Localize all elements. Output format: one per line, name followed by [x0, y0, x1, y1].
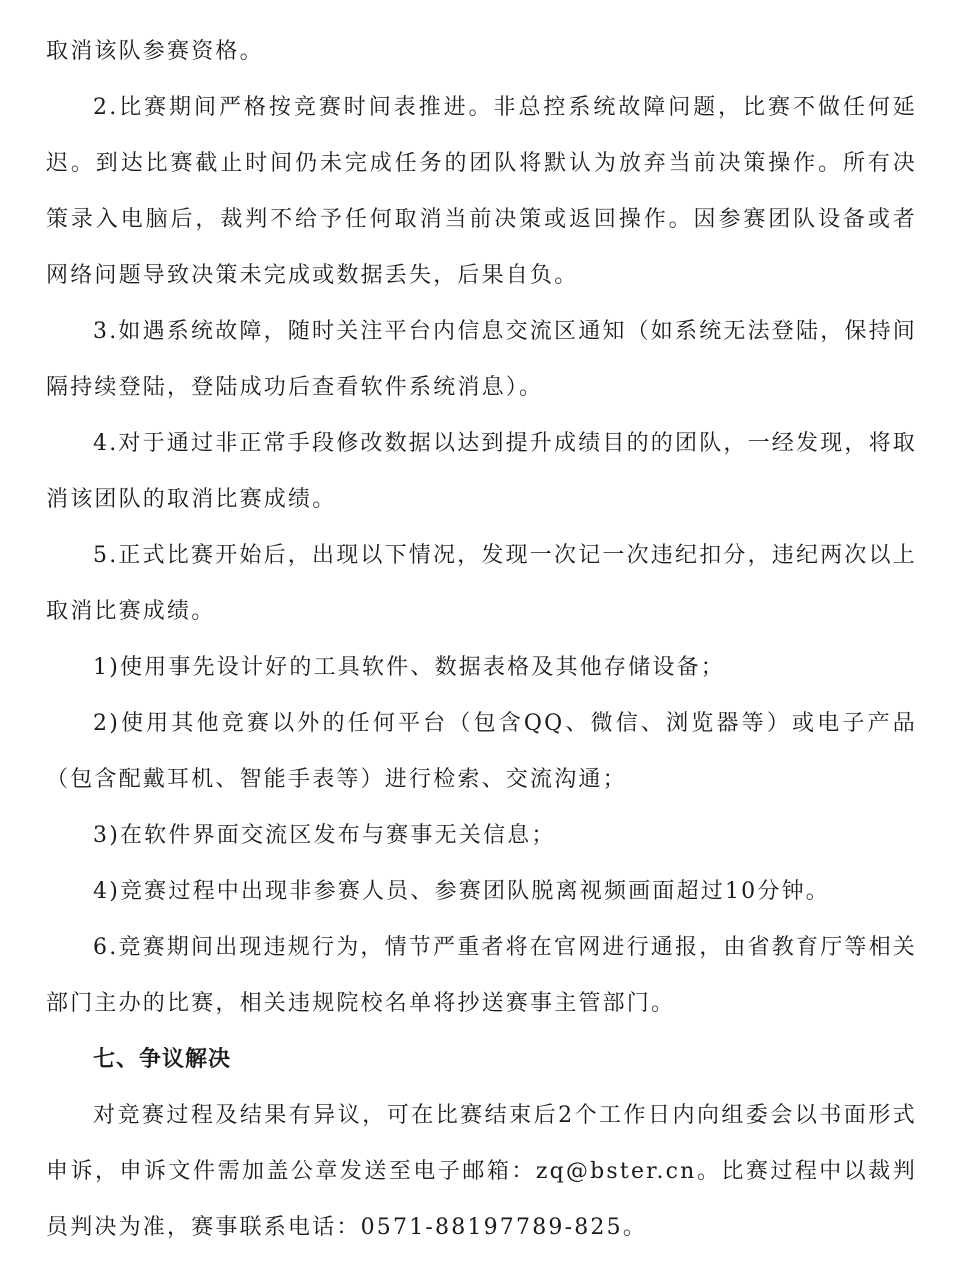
paragraph-rule-3: 3.如遇系统故障，随时关注平台内信息交流区通知（如系统无法登陆，保持间隔持续登陆，登陆成功后查看软件系统消息）。	[46, 319, 917, 400]
section-heading: 七、争议解决	[93, 1047, 232, 1072]
paragraph-dispute-resolution: 对竞赛过程及结果有异议，可在比赛结束后2个工作日内向组委会以书面形式申诉，申诉文件需加盖公章发送至电子邮箱：zq@bster.cn。比赛过程中以裁判员判决为准，赛事联系电话：0571-88197789-825。	[46, 1103, 917, 1240]
paragraph-rule-2: 2.比赛期间严格按竞赛时间表推进。非总控系统故障问题，比赛不做任何延迟。到达比赛截止时间仍未完成任务的团队将默认为放弃当前决策操作。所有决策录入电脑后，裁判不给予任何取消当前决策或返回操作。因参赛团队设备或者网络问题导致决策未完成或数据丢失，后果自负。	[46, 95, 917, 288]
paragraph-rule-5: 5.正式比赛开始后，出现以下情况，发现一次记一次违纪扣分，违纪两次以上取消比赛成绩。	[46, 543, 917, 624]
paragraph-rule-4: 4.对于通过非正常手段修改数据以达到提升成绩目的的团队，一经发现，将取消该团队的取消比赛成绩。	[46, 431, 917, 512]
list-item-5-2: 2)使用其他竞赛以外的任何平台（包含QQ、微信、浏览器等）或电子产品（包含配戴耳机、智能手表等）进行检索、交流沟通；	[46, 711, 917, 792]
paragraph-continuation: 取消该队参赛资格。	[46, 39, 264, 64]
paragraph-rule-6: 6.竞赛期间出现违规行为，情节严重者将在官网进行通报，由省教育厅等相关部门主办的比赛，相关违规院校名单将抄送赛事主管部门。	[46, 935, 917, 1016]
list-item-5-3: 3)在软件界面交流区发布与赛事无关信息；	[93, 823, 556, 848]
list-item-5-1: 1)使用事先设计好的工具软件、数据表格及其他存储设备；	[93, 655, 725, 680]
list-item-5-4: 4)竞赛过程中出现非参赛人员、参赛团队脱离视频画面超过10分钟。	[93, 879, 830, 904]
